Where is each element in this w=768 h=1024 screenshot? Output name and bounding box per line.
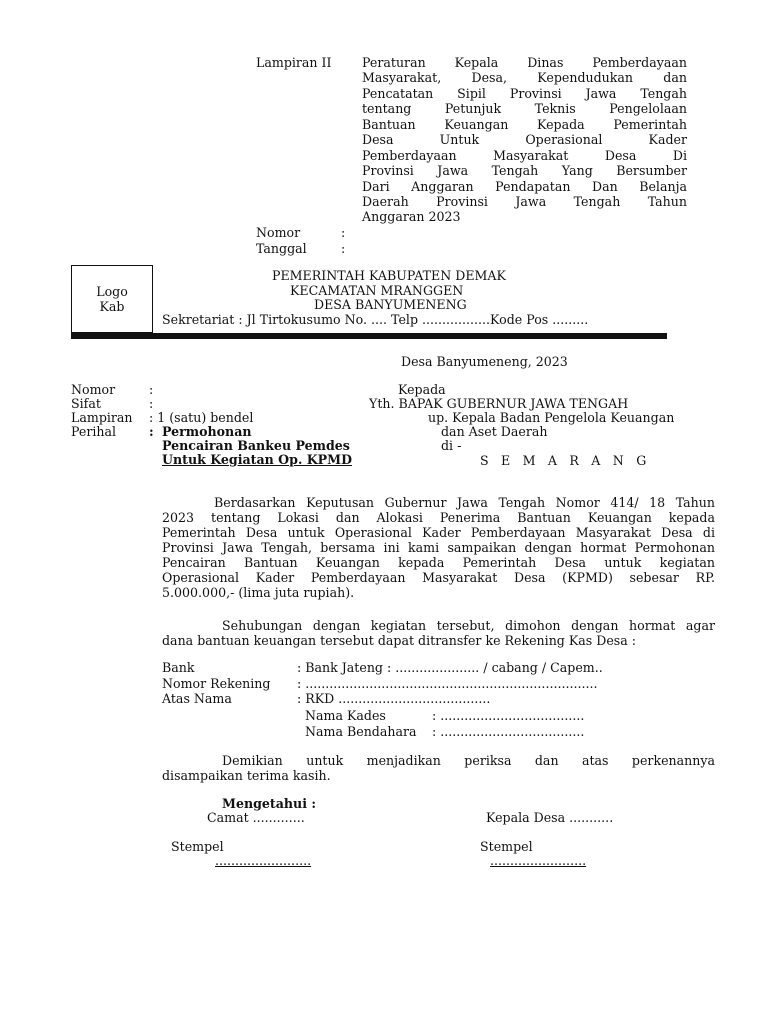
stamp-label-left: Stempel xyxy=(171,839,224,854)
account-number-label: Nomor Rekening xyxy=(162,676,271,691)
meta-sifat-label: Sifat xyxy=(71,396,101,411)
lampiran-line: Pencatatan Sipil Provinsi Jawa Tengah xyxy=(362,86,687,101)
meta-lampiran-value: : 1 (satu) bendel xyxy=(149,410,254,425)
lampiran-nomor-colon: : xyxy=(341,225,346,240)
lampiran-line: Peraturan Kepala Dinas Pemberdayaan xyxy=(362,55,687,70)
lampiran-line: Desa Untuk Operasional Kader xyxy=(362,132,687,147)
lampiran-line: Dari Anggaran Pendapatan Dan Belanja xyxy=(362,179,687,194)
recipient-kepada: Kepada xyxy=(398,382,446,397)
letterhead-address: Sekretariat : Jl Tirtokusumo No. .... Telp .................Kode Pos ......... xyxy=(162,312,589,327)
paragraph-line: dana bantuan keuangan tersebut dapat ditransfer ke Rekening Kas Desa : xyxy=(162,633,637,648)
meta-perihal-line: Untuk Kegiatan Op. KPMD xyxy=(162,452,352,467)
logo-label: Logo xyxy=(96,284,128,299)
logo-placeholder xyxy=(71,265,153,333)
lampiran-tanggal-colon: : xyxy=(341,241,346,256)
letterhead-divider xyxy=(71,333,667,339)
meta-lampiran-label: Lampiran xyxy=(71,410,133,425)
bendahara-value: : .................................... xyxy=(432,724,585,739)
recipient-name: Yth. BAPAK GUBERNUR JAWA TENGAH xyxy=(369,396,629,411)
paragraph-line: 2023 tentang Lokasi dan Alokasi Penerima Bantuan Keuangan kepada xyxy=(162,510,715,525)
kepala-desa-label: Kepala Desa ........... xyxy=(486,810,614,825)
mengetahui-label: Mengetahui : xyxy=(222,796,317,811)
letterhead-government: PEMERINTAH KABUPATEN DEMAK xyxy=(272,268,506,283)
paragraph-line: disampaikan terima kasih. xyxy=(162,768,331,783)
recipient-up-line: dan Aset Daerah xyxy=(441,424,548,439)
recipient-di: di - xyxy=(441,438,462,453)
lampiran-line: Pemberdayaan Masyarakat Desa Di xyxy=(362,148,687,163)
lampiran-line: Bantuan Keuangan Kepada Pemerintah xyxy=(362,117,687,132)
paragraph-line: Pencairan Bantuan Keuangan kepada Pemerintah Desa untuk kegiatan xyxy=(162,555,715,570)
bank-label: Bank xyxy=(162,660,195,675)
lampiran-label: Lampiran II xyxy=(256,55,332,70)
recipient-up-line: up. Kepala Badan Pengelola Keuangan xyxy=(428,410,675,425)
signature-name-right: ........................ xyxy=(490,853,587,868)
account-number-value: : ......................................................................... xyxy=(297,676,598,691)
lampiran-nomor-label: Nomor xyxy=(256,225,301,240)
lampiran-line: Masyarakat, Desa, Kependudukan dan xyxy=(362,70,687,85)
lampiran-tanggal-label: Tanggal xyxy=(256,241,307,256)
lampiran-line: Provinsi Jawa Tengah Yang Bersumber xyxy=(362,163,687,178)
kades-value: : .................................... xyxy=(432,708,585,723)
bank-value: : Bank Jateng : ..................... / cabang / Capem.. xyxy=(297,660,603,675)
lampiran-line: tentang Petunjuk Teknis Pengelolaan xyxy=(362,101,687,116)
logo-label: Kab xyxy=(99,299,125,314)
paragraph-line: Berdasarkan Keputusan Gubernur Jawa Tengah Nomor 414/ 18 Tahun xyxy=(214,495,715,510)
meta-nomor-label: Nomor xyxy=(71,382,116,397)
letterhead-desa: DESA BANYUMENENG xyxy=(314,297,467,312)
account-name-value: : RKD ...................................... xyxy=(297,691,491,706)
paragraph-line: 5.000.000,- (lima juta rupiah). xyxy=(162,585,355,600)
meta-perihal-line: Permohonan xyxy=(162,424,252,439)
meta-nomor-colon: : xyxy=(149,382,154,397)
paragraph-line: Operasional Kader Pemberdayaan Masyarakat Desa (KPMD) sebesar RP. xyxy=(162,570,715,585)
paragraph-line: Demikian untuk menjadikan periksa dan atas perkenannya xyxy=(222,753,715,768)
bendahara-label: Nama Bendahara xyxy=(305,724,417,739)
meta-perihal-colon: : xyxy=(149,424,154,439)
recipient-city: S E M A R A N G xyxy=(480,453,651,468)
signature-name-left: ........................ xyxy=(215,853,312,868)
paragraph-line: Provinsi Jawa Tengah, bersama ini kami sampaikan dengan hormat Permohonan xyxy=(162,540,715,555)
paragraph-line: Sehubungan dengan kegiatan tersebut, dimohon dengan hormat agar xyxy=(222,618,715,633)
meta-perihal-line: Pencairan Bankeu Pemdes xyxy=(162,438,350,453)
lampiran-line: Daerah Provinsi Jawa Tengah Tahun xyxy=(362,194,687,209)
letterhead-kecamatan: KECAMATAN MRANGGEN xyxy=(290,283,464,298)
stamp-label-right: Stempel xyxy=(480,839,533,854)
camat-label: Camat ............. xyxy=(207,810,305,825)
lampiran-line: Anggaran 2023 xyxy=(362,209,461,224)
meta-perihal-label: Perihal xyxy=(71,424,117,439)
meta-sifat-colon: : xyxy=(149,396,154,411)
paragraph-line: Pemerintah Desa untuk Operasional Kader Pemberdayaan Masyarakat Desa di xyxy=(162,525,715,540)
account-name-label: Atas Nama xyxy=(162,691,232,706)
kades-label: Nama Kades xyxy=(305,708,386,723)
letter-date: Desa Banyumeneng, 2023 xyxy=(401,354,568,369)
